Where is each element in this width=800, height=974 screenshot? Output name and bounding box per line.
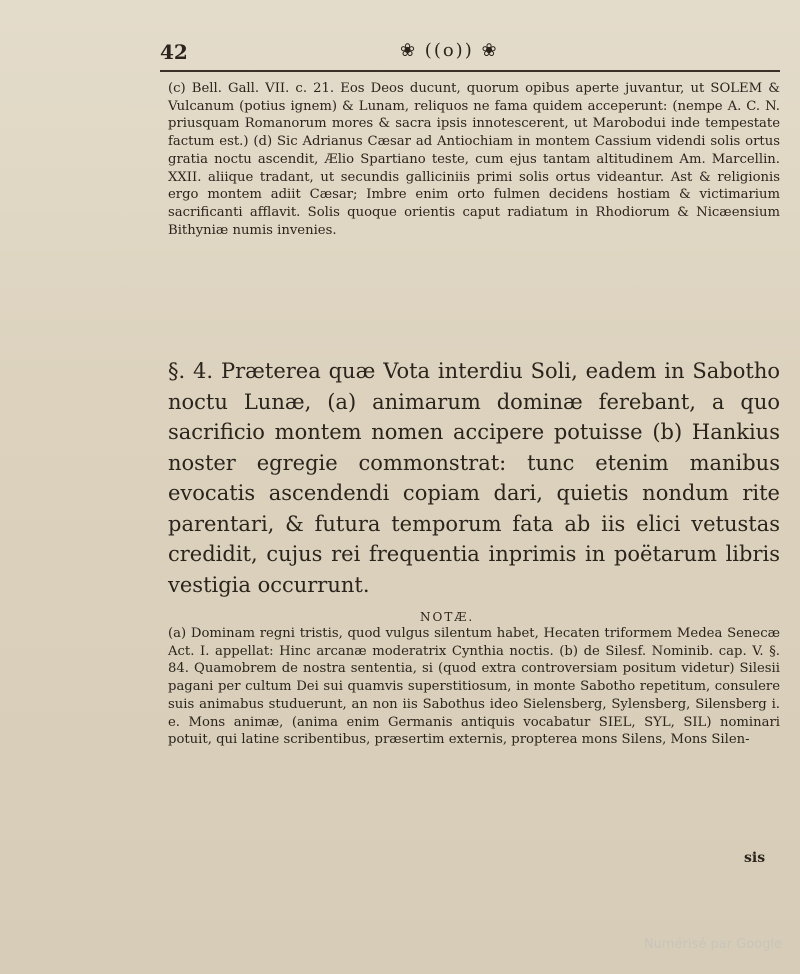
header-ornament: ❀ ((o)) ❀ [400, 40, 499, 61]
footnote-block: (c) Bell. Gall. VII. c. 21. Eos Deos ducunt, quorum opibus aperte juvantur, ut SOLEM & Vulcanum (potius ignem) & Lunam, reliquos ne fama quidem acceperunt: (nempe A. C. N. priusquam Romanorum mores & sacra ipsis innotescerent, ut Marobodui inde tempestate factum est.) (d) Sic Adrianus Cæsar ad Antiochiam in montem Cassium videndi solis ortus gratia noctu ascendit, Ælio Spartiano teste, cum ejus tantam altitudinem Am. Marcellin. XXII. aliique tradant, ut secundis galliciniis primi solis ortus videantur. Ast & religionis ergo montem adiit Cæsar; Imbre enim orto fulmen decidens hostiam & victimarium sacrificanti afflavit. Solis quoque orientis caput radiatum in Rhodiorum & Nicæensium Bithyniæ numis invenies. [168, 81, 780, 238]
main-text [168, 356, 780, 600]
notes-heading: NOTÆ. [420, 610, 475, 624]
notes-text: (a) Dominam regni tristis, quod vulgus silentum habet, Hecaten triformem Medea Senecæ Act. I. appellat: Hinc arcanæ moderatrix Cynthia noctis. (b) de Silesf. Nominib. cap. V. §. 84. Quamobrem de nostra sententia, si (quod extra controversiam positum videtur) Silesii pagani per cultum Dei sui quamvis superstitiosum, in monte Sabotho repetitum, consulere suis animabus studuerunt, an non iis Sabothus ideo Sielensberg, Sylensberg, Silensberg i. e. Mons animæ, (anima enim Germanis antiquis vocabatur SIEL, SYL, SIL) nominari potuit, qui latine scribentibus, præsertim externis, propterea mons Silens, Mons Silen- [168, 626, 780, 748]
page-number: 42 [160, 40, 188, 64]
digitization-watermark: Numérisé par Google [643, 937, 782, 952]
section-paragraph: §. 4. Præterea quæ Vota interdiu Soli, eadem in Sabotho noctu Lunæ, (a) animarum dominæ ferebant, a quo sacrificio montem nomen accipere potuisse (b) Hankius noster egregie commonstrat: tunc etenim manibus evocatis ascendendi copiam dari, quietis nondum rite parentari, & futura temporum fata ab iis elici vetustas credidit, cujus rei frequentia inprimis in poëtarum libris vestigia occurrunt. [168, 359, 780, 597]
header-rule [160, 70, 780, 72]
notes-block [168, 625, 780, 749]
catchword: sis [744, 850, 766, 866]
footnotes-continued [168, 80, 780, 239]
page-header [160, 40, 780, 70]
